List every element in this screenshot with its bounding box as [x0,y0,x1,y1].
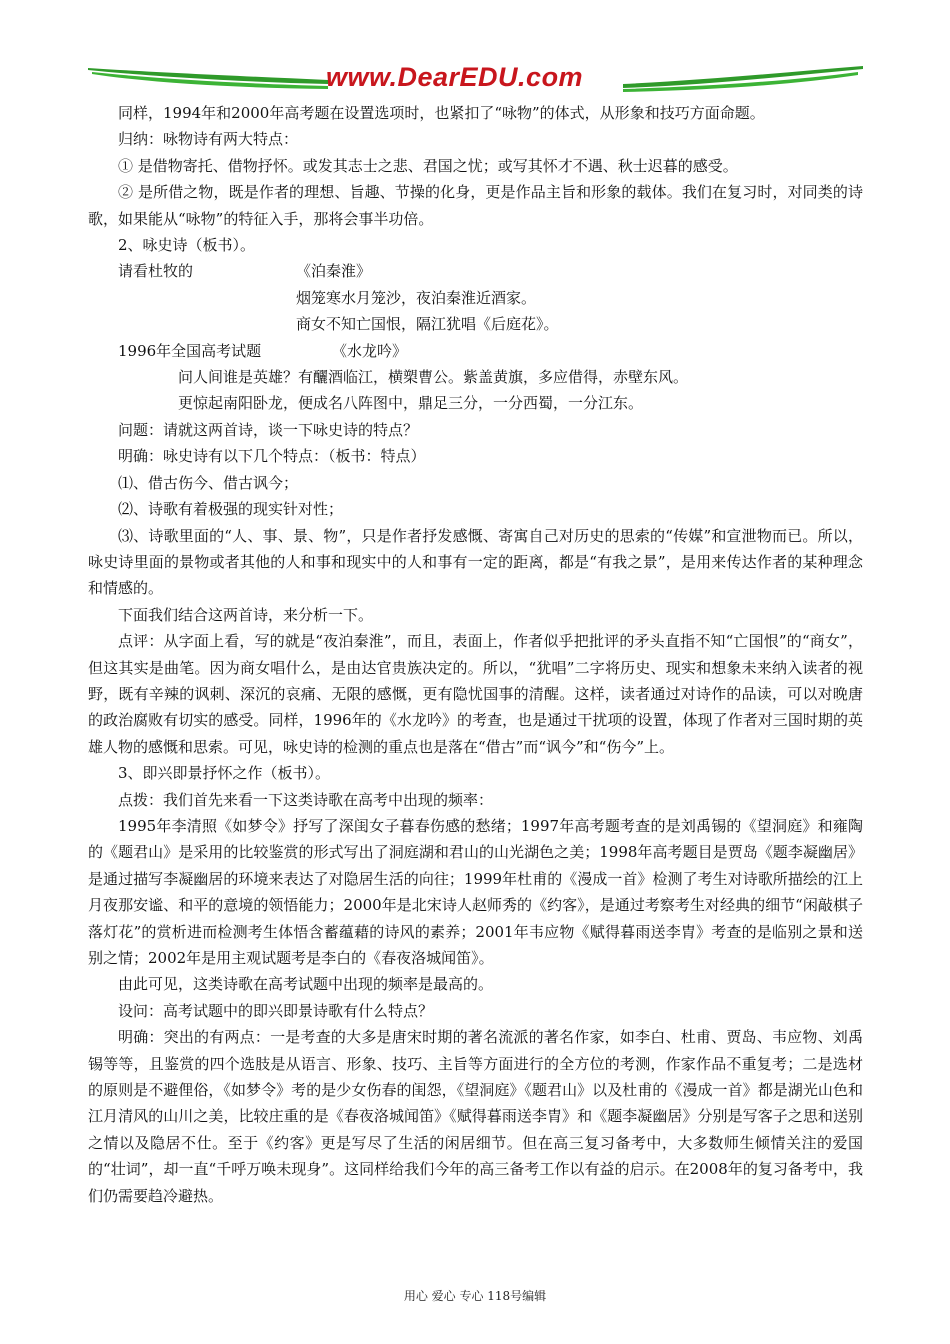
paragraph: 由此可见，这类诗歌在高考试题中出现的频率是最高的。 [118,975,494,994]
paragraph: 下面我们结合这两首诗，来分析一下。 [118,605,374,624]
poem-intro: 1996年全国高考试题 [118,341,262,360]
paragraph: 明确：咏史诗有以下几个特点：（板书：特点） [118,447,426,466]
poem-line: 更惊起南阳卧龙，便成名八阵图中，鼎足三分，一分西蜀，一分江东。 [178,394,644,413]
poem-line: 问人间谁是英雄？有釃酒临江，横槊曹公。紫盖黄旗，多应借得，赤壁东风。 [178,368,689,387]
site-logo: www.DearEDU.com [326,62,584,92]
section-heading: 2、咏史诗（板书）。 [118,236,256,255]
poem-intro: 请看杜牧的 [118,262,194,281]
list-item: ⑴、借古伤今、借古讽今； [118,473,299,492]
paragraph: ① 是借物寄托、借物抒怀。或发其志士之悲、君国之忧；或写其怀才不遇、秋士迟暮的感受。 [118,156,738,175]
paragraph: 设问：高考试题中的即兴即景诗歌有什么特点？ [118,1001,434,1020]
paragraph: 问题：请就这两首诗，谈一下咏史诗的特点？ [118,420,419,439]
paragraph: ② 是所借之物，既是作者的理想、旨趣、节操的化身，更是作品主旨和形象的载体。我们在复习时，对同类的诗歌，如果能从“咏物”的特征入手，那将会事半功倍。 [88,183,863,228]
paragraph: 1995年李清照《如梦令》抒写了深闺女子暮春伤感的愁绪；1997年高考题考查的是刘禹锡的《望洞庭》和雍陶的《题君山》是采用的比较鉴赏的形式写出了洞庭湖和君山的山光湖色之美；1998年高考题目是贾岛《题李凝幽居》是通过描写李凝幽居的环境来表达了对隐居生活的向往；1999年杜甫的《漫成一首》检测了考生对诗歌所描绘的江上月夜那安谧、和平的意境的领悟能力；2000年是北宋诗人赵师秀的《约客》，是通过考察考生对经典的细节“闲敲棋子落灯花”的赏析进而检测考生体悟含蓄蕴藉的诗风的素养；2001年韦应物《赋得暮雨送李胄》考查的是临别之景和送别之情；2002年是用主观试题考是李白的《春夜洛城闻笛》。 [88,816,863,967]
poem-title: 《泊秦淮》 [296,262,372,281]
poem-header [88,338,863,364]
document-body [88,100,863,1209]
poem-line: 商女不知亡国恨，隔江犹唱《后庭花》。 [296,315,559,334]
paragraph: 点评：从字面上看，写的就是“夜泊秦淮”，而且，表面上，作者似乎把批评的矛头直指不知“亡国恨”的“商女”，但这其实是曲笔。因为商女唱什么，是由达官贵族决定的。所以，“犹唱”二字将历史、现实和想象未来纳入读者的视野，既有辛辣的讽刺、深沉的哀痛、无限的感慨，更有隐忧国事的清醒。这样，读者通过对诗作的品读，可以对晚唐的政治腐败有切实的感受。同样，1996年的《水龙吟》的考查，也是通过干扰项的设置，体现了作者对三国时期的英雄人物的感慨和思索。可见，咏史诗的检测的重点也是落在“借古”而“讽今”和“伤今”上。 [88,632,863,756]
paragraph: 明确：突出的有两点：一是考查的大多是唐宋时期的著名流派的著名作家，如李白、杜甫、贾岛、韦应物、刘禹锡等等，且鉴赏的四个选肢是从语言、形象、技巧、主旨等方面进行的全方位的考测，作家作品不重复考；二是选材的原则是不避俚俗，《如梦令》考的是少女伤春的闺怨，《望洞庭》《题君山》以及杜甫的《漫成一首》都是湖光山色和江月清风的山川之美，比较庄重的是《春夜洛城闻笛》《赋得暮雨送李胄》和《题李凝幽居》分别是写客子之思和送别之情以及隐居不仕。至于《约客》更是写尽了生活的闲居细节。但在高三复习备考中，大多数师生倾情关注的爱国的“壮词”，却一直“千呼万唤未现身”。这同样给我们今年的高三备考工作以有益的启示。在2008年的复习备考中，我们仍需要趋冷避热。 [88,1028,863,1205]
paragraph: 同样，1994年和2000年高考题在设置选项时，也紧扣了“咏物”的体式，从形象和技巧方面命题。 [118,104,765,122]
list-item: ⑶、诗歌里面的“人、事、景、物”，只是作者抒发感慨、寄寓自己对历史的思索的“传媒”和宣泄物而已。所以，咏史诗里面的景物或者其他的人和事和现实中的人和事有一定的距离，都是“有我之景”，是用来传达作者的某种理念和情感的。 [88,526,863,598]
poem-header [88,258,863,284]
list-item: ⑵、诗歌有着极强的现实针对性； [118,500,344,519]
page-header [88,58,863,98]
paragraph: 归纳：咏物诗有两大特点： [118,130,299,149]
paragraph: 点拨：我们首先来看一下这类诗歌在高考中出现的频率： [118,790,494,809]
page-footer: 用心 爱心 专心 118号编辑 [403,1289,547,1303]
poem-title: 《水龙吟》 [332,341,408,360]
poem-line: 烟笼寒水月笼沙，夜泊秦淮近酒家。 [296,288,537,307]
section-heading: 3、即兴即景抒怀之作（板书）。 [118,764,331,783]
